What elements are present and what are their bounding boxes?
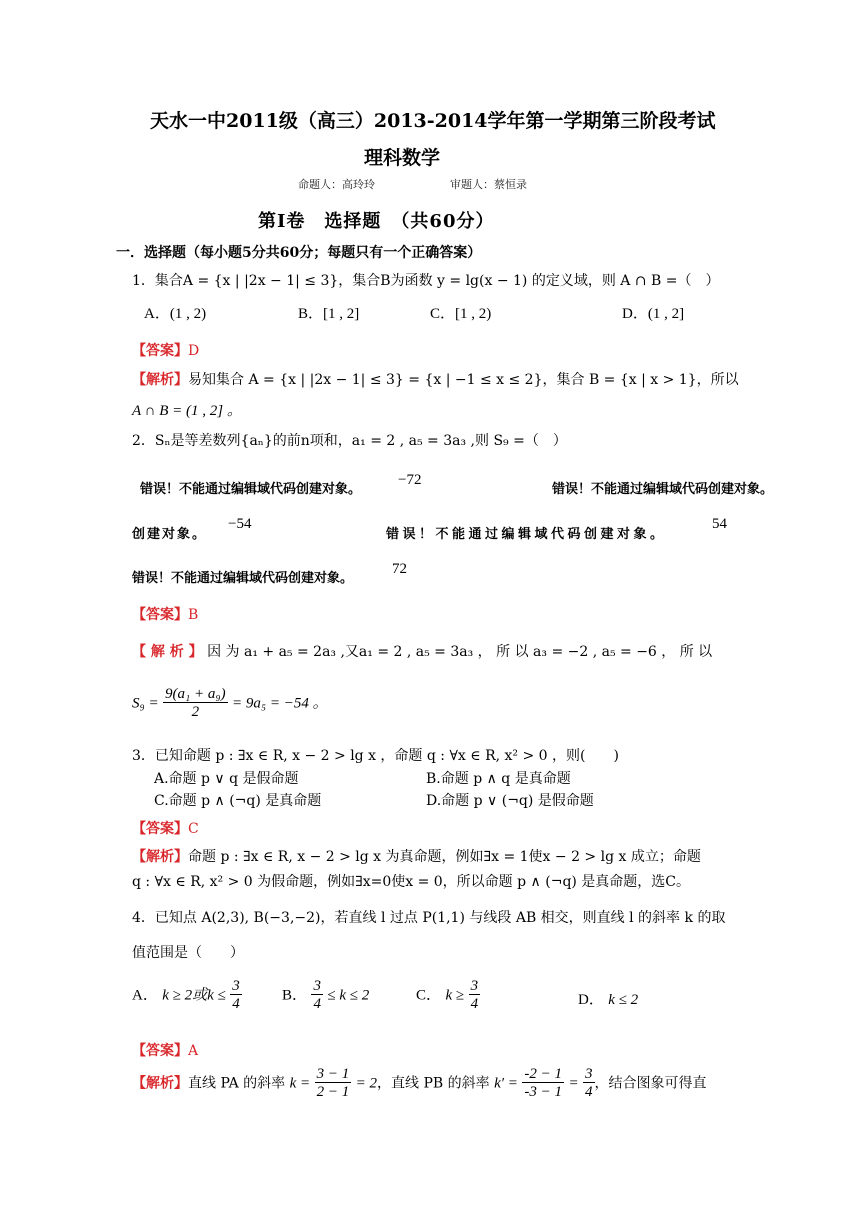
- answer-value: A: [188, 1043, 199, 1059]
- q1-analysis-line2: A ∩ B = (1 , 2] 。: [132, 403, 242, 419]
- fraction-denominator: 4: [470, 996, 479, 1012]
- q2-stem: 2．Sₙ是等差数列{aₙ}的前n项和，a₁ = 2 , a₅ = 3a₃ ,则 S₉ =（ ）: [132, 433, 567, 449]
- q4-option-d: [578, 988, 638, 1009]
- q2-option-b: −54: [228, 516, 252, 532]
- option-prefix: C．: [416, 987, 442, 1004]
- fraction-denominator: 4: [313, 996, 321, 1012]
- q2-error-a: 错误！不能通过编辑域代码创建对象。: [140, 482, 362, 497]
- fraction-numerator: 3: [585, 1066, 593, 1082]
- q1-option-d: D．(1 , 2]: [622, 306, 685, 322]
- option-text: k ≥ 2或k ≤: [162, 987, 226, 1004]
- q4-stem-line1: 4．已知点 A(2,3), B(−3,−2)，若直线 l 过点 P(1,1) 与线段 AB 相交，则直线 l 的斜率 k 的取: [132, 910, 726, 926]
- q3-stem: 3．已知命题 p : ∃x ∈ R, x − 2 > lg x ，命题 q : ∀x ∈ R, x² > 0 ，则( ): [132, 748, 619, 764]
- q2-answer: [132, 604, 198, 624]
- answer-tag: 【答案】: [132, 1043, 188, 1059]
- fraction-numerator: 3 − 1: [316, 1066, 350, 1082]
- fraction-numerator: 3: [470, 978, 479, 994]
- pb-slope-equals: =: [568, 1075, 579, 1092]
- section-title: 第Ⅰ卷 选择题 （共60分）: [258, 211, 495, 232]
- q2-analysis-line2: [132, 686, 328, 721]
- q4-stem-line2: 值范围是（ ）: [132, 945, 244, 961]
- q4-option-a: [132, 978, 242, 1013]
- q1-option-b: B．[1 , 2]: [298, 306, 360, 322]
- analysis-text: 直线 PA 的斜率: [188, 1075, 286, 1092]
- fraction-numerator: 3: [313, 978, 321, 994]
- q1-stem: 1．集合A = {x | |2x − 1| ≤ 3}，集合B为函数 y = lg(x − 1) 的定义域，则 A ∩ B =（ ）: [132, 273, 720, 289]
- analysis-tag: 【解析】: [132, 1075, 188, 1092]
- q2-analysis-line1: [132, 641, 712, 661]
- answer-tag: 【答案】: [132, 821, 188, 837]
- analysis-tag: 【解析】: [132, 372, 188, 388]
- q4-option-c: [416, 978, 480, 1013]
- q3-option-b: B.命题 p ∧ q 是真命题: [426, 771, 571, 787]
- q3-option-c: C.命题 p ∧ (¬q) 是真命题: [154, 793, 322, 809]
- analysis-tag: 【 解 析 】: [132, 644, 203, 660]
- q3-answer: [132, 818, 199, 838]
- q3-analysis-line2: q : ∀x ∈ R, x² > 0 为假命题，例如∃x=0使x = 0，所以命题 p ∧ (¬q) 是真命题，选C。: [132, 874, 691, 890]
- answer-value: D: [188, 343, 200, 359]
- fraction-denominator: -3 − 1: [524, 1084, 562, 1100]
- q3-option-a: A.命题 p ∨ q 是假命题: [154, 771, 299, 787]
- pa-slope-label: k =: [289, 1075, 311, 1092]
- option-fraction: [469, 978, 481, 1013]
- option-fraction: [311, 978, 323, 1013]
- analysis-text-b: ，直线 PB 的斜率: [377, 1075, 490, 1092]
- pa-slope-result: = 2: [355, 1075, 378, 1092]
- q2-error-c: 错误！不能通过编辑域代码创建对象。: [386, 527, 667, 542]
- s9-numerator: 9(a₁ + a₉): [165, 686, 226, 702]
- q2-error-b-cont: 创建对象。: [132, 527, 208, 542]
- q2-error-b: 错误！不能通过编辑域代码创建对象。: [552, 482, 774, 497]
- q1-answer: [132, 340, 199, 360]
- answer-tag: 【答案】: [132, 343, 188, 359]
- fraction-numerator: -2 − 1: [524, 1066, 562, 1082]
- q2-option-c: 54: [712, 516, 727, 532]
- answer-tag: 【答案】: [132, 607, 188, 623]
- author-credit: 命题人：高玲玲: [298, 178, 375, 191]
- answer-value: C: [188, 821, 199, 837]
- analysis-text: 命题 p : ∃x ∈ R, x − 2 > lg x 为真命题，例如∃x = 1使x − 2 > lg x 成立；命题: [188, 849, 701, 865]
- pb-slope-label: k′ =: [494, 1075, 518, 1092]
- option-prefix: B．: [282, 987, 308, 1004]
- analysis-text: 易知集合 A = {x | |2x − 1| ≤ 3} = {x | −1 ≤ x ≤ 2}，集合 B = {x | x > 1}，所以: [188, 372, 739, 388]
- q1-option-a: A．(1 , 2): [144, 306, 207, 322]
- option-prefix: D．: [578, 992, 604, 1008]
- fraction-denominator: 2 − 1: [316, 1084, 350, 1100]
- pb-slope-fraction: [522, 1066, 564, 1101]
- s9-denominator: 2: [191, 704, 200, 720]
- q3-analysis-line1: [132, 846, 701, 866]
- q2-option-a: −72: [398, 472, 422, 488]
- q1-option-c: C．[1 , 2): [430, 306, 492, 322]
- q2-option-d: 72: [392, 561, 407, 577]
- option-prefix: A．: [132, 987, 158, 1004]
- analysis-tag: 【解析】: [132, 849, 188, 865]
- reviewer-credit: 审题人：蔡恒录: [450, 178, 527, 191]
- s9-left: S₉ =: [132, 695, 159, 712]
- section-instruction: 一．选择题（每小题5分共60分；每题只有一个正确答案）: [116, 245, 482, 261]
- exam-title: 天水一中2011级（高三）2013-2014学年第一学期第三阶段考试: [150, 110, 716, 132]
- fraction-numerator: 3: [232, 978, 240, 994]
- q4-answer: [132, 1040, 198, 1060]
- option-fraction: [230, 978, 242, 1013]
- s9-right: = 9a₅ = −54 。: [232, 695, 328, 712]
- q2-error-d: 错误！不能通过编辑域代码创建对象。: [132, 571, 354, 586]
- s9-fraction: [163, 686, 228, 721]
- analysis-text: 因 为 a₁ + a₅ = 2a₃ ,又a₁ = 2 , a₅ = 3a₃ ， 所 以 a₃ = −2 , a₅ = −6 ， 所 以: [207, 644, 713, 660]
- q4-option-b: [282, 978, 369, 1013]
- pb-slope-result: [583, 1066, 595, 1101]
- option-text: k ≤ 2: [608, 992, 639, 1008]
- exam-subject: 理科数学: [364, 147, 441, 169]
- answer-value: B: [188, 607, 199, 623]
- q1-analysis-line1: [132, 369, 739, 389]
- fraction-denominator: 4: [232, 996, 240, 1012]
- fraction-denominator: 4: [585, 1084, 593, 1100]
- analysis-text-c: ，结合图象可得直: [594, 1075, 707, 1092]
- option-text: ≤ k ≤ 2: [327, 987, 370, 1004]
- q4-analysis-line1: [132, 1066, 707, 1101]
- q3-option-d: D.命题 p ∨ (¬q) 是假命题: [426, 793, 594, 809]
- option-text: k ≥: [445, 987, 465, 1004]
- pa-slope-fraction: [315, 1066, 352, 1101]
